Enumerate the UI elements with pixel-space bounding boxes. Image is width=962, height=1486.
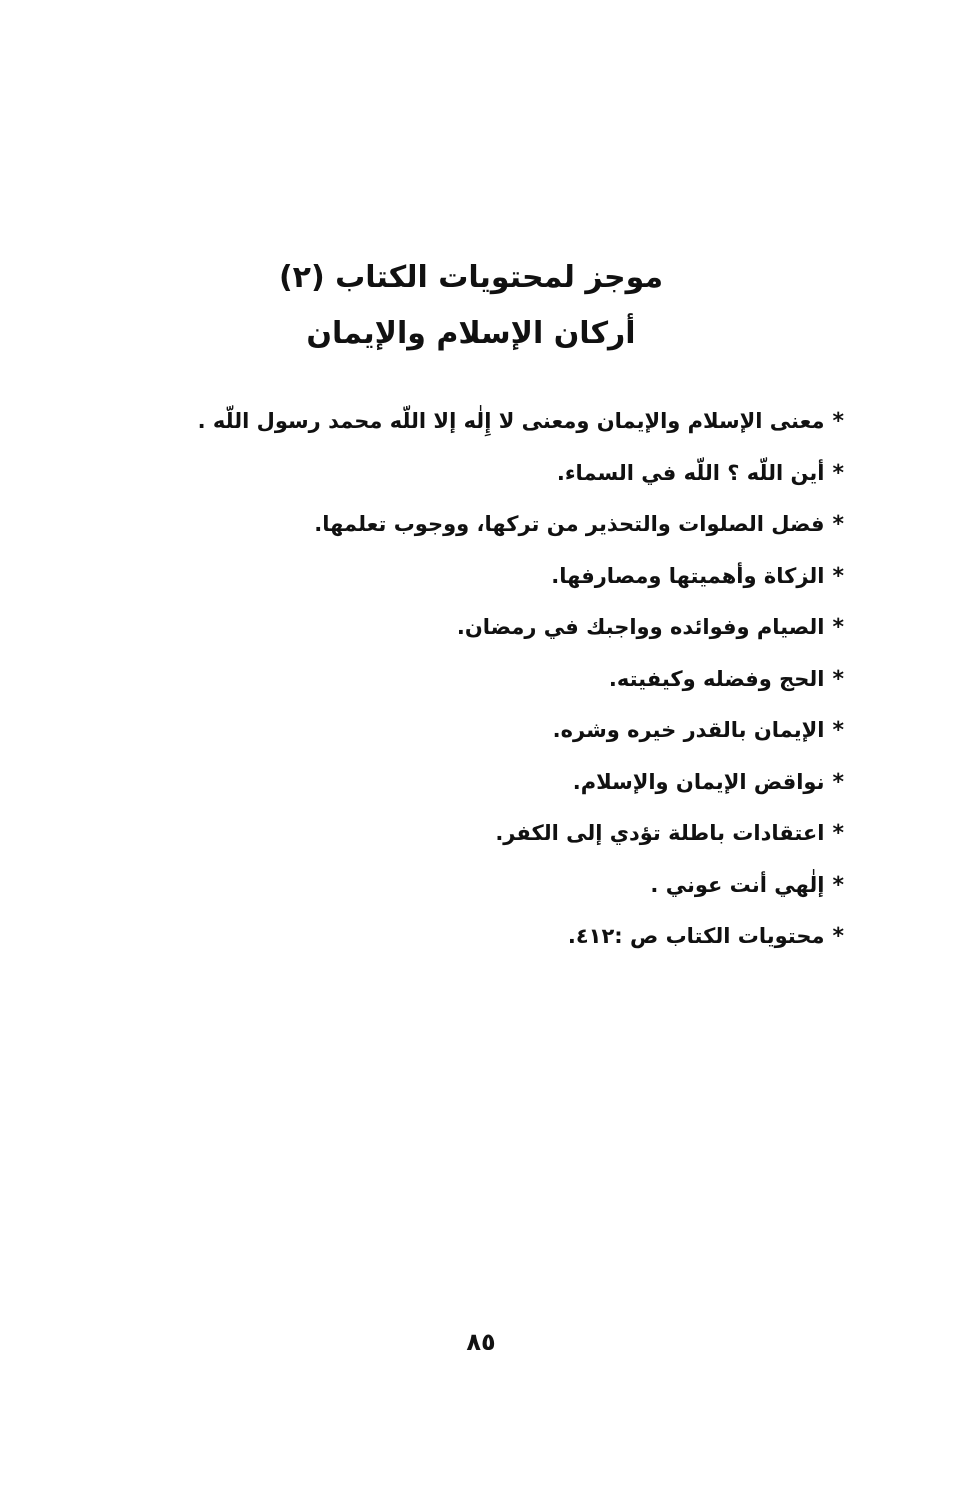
bullet-star: *: [832, 872, 844, 898]
list-item-text: الزكاة وأهميتها ومصارفها.: [551, 563, 825, 588]
section-subtitle: أركان الإسلام والإيمان: [306, 316, 636, 351]
list-item: [124, 757, 844, 809]
section-header: [0, 250, 962, 362]
list-item-text: اعتقادات باطلة تؤدي إلى الكفر.: [495, 821, 825, 845]
list-item-text: الإيمان بالقدر خيره وشره.: [552, 718, 825, 742]
list-item-text: الصيام وفوائده وواجبك في رمضان.: [456, 615, 825, 639]
section-title: موجز لمحتويات الكتاب (٢): [278, 260, 664, 295]
list-item-text: فضل الصلوات والتحذير من تركها، ووجوب تعلمها.: [314, 512, 825, 536]
bullet-star: *: [832, 666, 844, 692]
list-item-text: الحج وفضله وكيفيته.: [608, 666, 825, 691]
list-item: [124, 654, 844, 706]
list-item-text: محتويات الكتاب ص :٤١٢.: [567, 924, 825, 948]
bullet-star: *: [832, 563, 844, 589]
bullet-star: *: [832, 409, 844, 434]
list-item-text: معنى الإسلام والإيمان ومعنى لا إِلٰه إلا اللّه محمد رسول اللّه .: [197, 409, 825, 433]
list-item: [124, 705, 844, 757]
list-item: [124, 396, 844, 448]
list-item: [124, 808, 844, 860]
bullet-star: *: [832, 821, 844, 846]
bullet-star: *: [832, 512, 844, 537]
bullet-star: *: [832, 615, 844, 640]
bullet-star: *: [832, 769, 844, 795]
list-item: [124, 911, 844, 963]
list-item: [124, 551, 844, 603]
list-item-text: أين اللّه ؟ اللّه في السماء.: [556, 460, 825, 485]
bullet-star: *: [832, 718, 844, 743]
list-item-text: نواقض الإيمان والإسلام.: [572, 769, 825, 794]
list-item-text: إلٰهي أنت عوني .: [650, 872, 825, 897]
bullet-star: *: [832, 924, 844, 949]
bullet-star: *: [832, 460, 844, 486]
page-number: ٨٥: [466, 1328, 496, 1356]
list-item: [124, 602, 844, 654]
list-item: [124, 499, 844, 551]
list-item: [124, 448, 844, 500]
list-item: [124, 860, 844, 912]
contents-list: [124, 396, 844, 963]
